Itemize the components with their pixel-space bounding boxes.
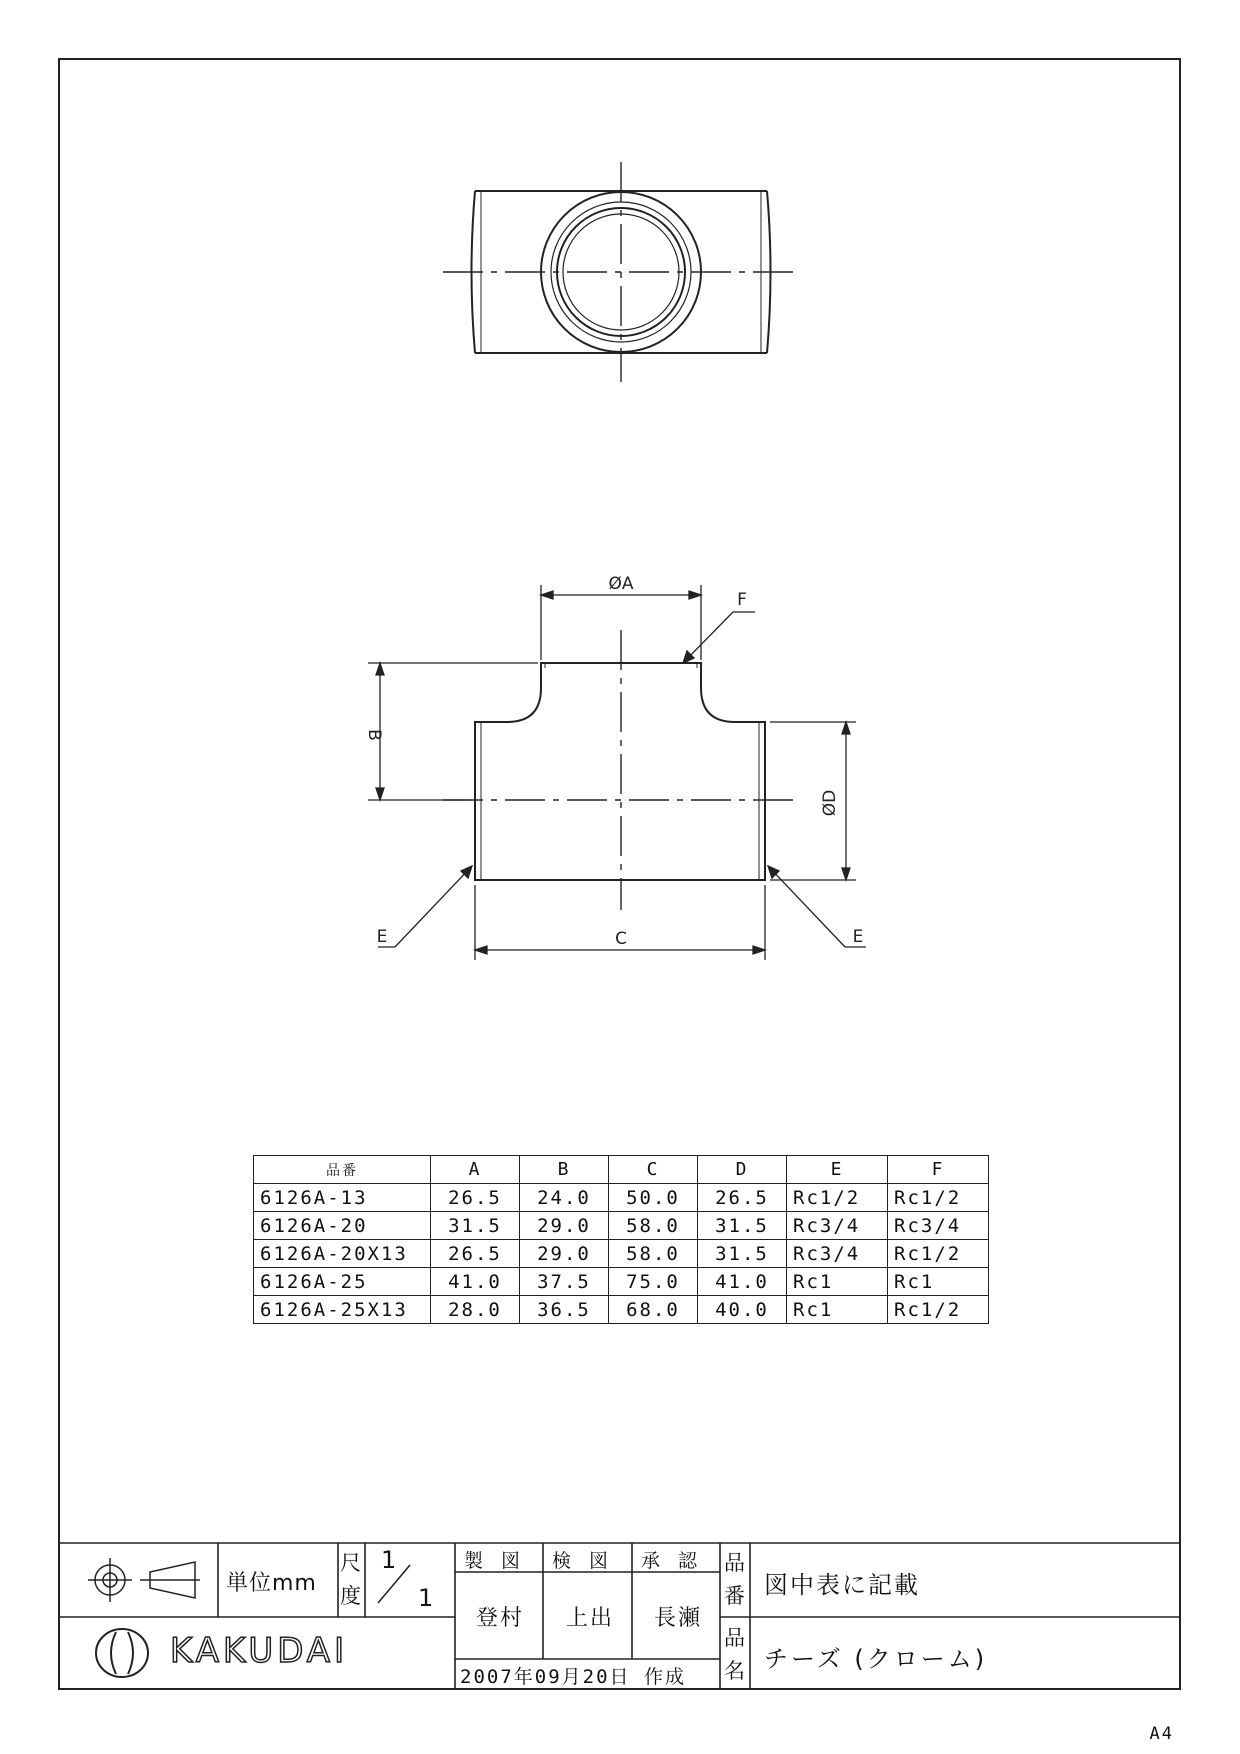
kakudai-logo-icon	[96, 1629, 148, 1677]
dim-label-e-left: E	[376, 927, 388, 947]
scale-denominator: 1	[418, 1584, 434, 1612]
table-row	[254, 1184, 989, 1212]
cell-f: Rc1	[888, 1268, 989, 1296]
dim-label-f: F	[737, 590, 747, 610]
cell-a: 31.5	[431, 1212, 520, 1240]
cell-c: 75.0	[609, 1268, 698, 1296]
table-row	[254, 1240, 989, 1268]
cell-f: Rc3/4	[888, 1212, 989, 1240]
cell-part-no: 6126A-13	[254, 1184, 431, 1212]
header-c: C	[609, 1156, 698, 1184]
cell-a: 26.5	[431, 1184, 520, 1212]
table-row	[254, 1268, 989, 1296]
cell-part-no: 6126A-20	[254, 1212, 431, 1240]
dim-label-b: B	[364, 729, 384, 741]
cell-b: 24.0	[520, 1184, 609, 1212]
cell-d: 41.0	[698, 1268, 787, 1296]
cell-a: 26.5	[431, 1240, 520, 1268]
cell-b: 29.0	[520, 1240, 609, 1268]
dim-label-e-right: E	[852, 927, 864, 947]
cell-e: Rc1	[787, 1296, 888, 1324]
cell-e: Rc3/4	[787, 1240, 888, 1268]
dimension-table	[253, 1155, 989, 1324]
part-name-label-1: 品	[724, 1626, 745, 1650]
part-name-value: チーズ (クローム)	[764, 1645, 988, 1673]
table-row	[254, 1212, 989, 1240]
sheet-size-label: A4	[1149, 1724, 1174, 1744]
cell-a: 41.0	[431, 1268, 520, 1296]
header-part-no: 品番	[254, 1156, 431, 1184]
cell-e: Rc1/2	[787, 1184, 888, 1212]
approved-by-name: 長瀬	[654, 1606, 703, 1631]
header-a: A	[431, 1156, 520, 1184]
date-created: 2007年09月20日 作成	[460, 1666, 686, 1688]
cell-d: 26.5	[698, 1184, 787, 1212]
company-name: KAKUDAI	[170, 1631, 349, 1671]
cell-b: 37.5	[520, 1268, 609, 1296]
cell-c: 58.0	[609, 1212, 698, 1240]
header-f: F	[888, 1156, 989, 1184]
cell-f: Rc1/2	[888, 1184, 989, 1212]
dimension-lines	[368, 585, 866, 960]
checked-by-label: 検 図	[552, 1550, 615, 1572]
cell-e: Rc3/4	[787, 1212, 888, 1240]
cell-part-no: 6126A-25X13	[254, 1296, 431, 1324]
cell-c: 58.0	[609, 1240, 698, 1268]
dim-label-a: ØA	[608, 574, 634, 594]
drawn-by-name: 登村	[476, 1606, 525, 1631]
cell-part-no: 6126A-20X13	[254, 1240, 431, 1268]
cell-part-no: 6126A-25	[254, 1268, 431, 1296]
drawn-by-label: 製 図	[464, 1550, 527, 1572]
scale-label-2: 度	[340, 1584, 361, 1608]
top-view	[443, 162, 800, 382]
cell-a: 28.0	[431, 1296, 520, 1324]
cell-e: Rc1	[787, 1268, 888, 1296]
cell-c: 50.0	[609, 1184, 698, 1212]
scale-numerator: 1	[381, 1546, 397, 1574]
cell-f: Rc1/2	[888, 1296, 989, 1324]
cell-f: Rc1/2	[888, 1240, 989, 1268]
header-d: D	[698, 1156, 787, 1184]
cell-c: 68.0	[609, 1296, 698, 1324]
dim-label-d: ØD	[820, 789, 840, 817]
header-e: E	[787, 1156, 888, 1184]
cell-d: 31.5	[698, 1240, 787, 1268]
sheet-border	[59, 59, 1180, 1689]
cell-b: 36.5	[520, 1296, 609, 1324]
scale-label-1: 尺	[340, 1551, 361, 1575]
cell-d: 31.5	[698, 1212, 787, 1240]
table-row	[254, 1296, 989, 1324]
part-no-label-2: 番	[724, 1584, 745, 1608]
projection-symbol-icon	[88, 1558, 200, 1602]
dimension-labels	[364, 574, 863, 949]
cell-b: 29.0	[520, 1212, 609, 1240]
dim-label-c: C	[615, 929, 627, 949]
approved-by-label: 承 認	[641, 1550, 704, 1572]
part-no-label-1: 品	[724, 1551, 745, 1575]
front-view	[443, 630, 800, 910]
unit-label: 単位mm	[226, 1571, 317, 1596]
header-b: B	[520, 1156, 609, 1184]
cell-d: 40.0	[698, 1296, 787, 1324]
table-header-row	[254, 1156, 989, 1184]
part-name-label-2: 名	[724, 1659, 745, 1683]
part-no-value: 図中表に記載	[764, 1571, 920, 1599]
checked-by-name: 上出	[566, 1606, 615, 1631]
